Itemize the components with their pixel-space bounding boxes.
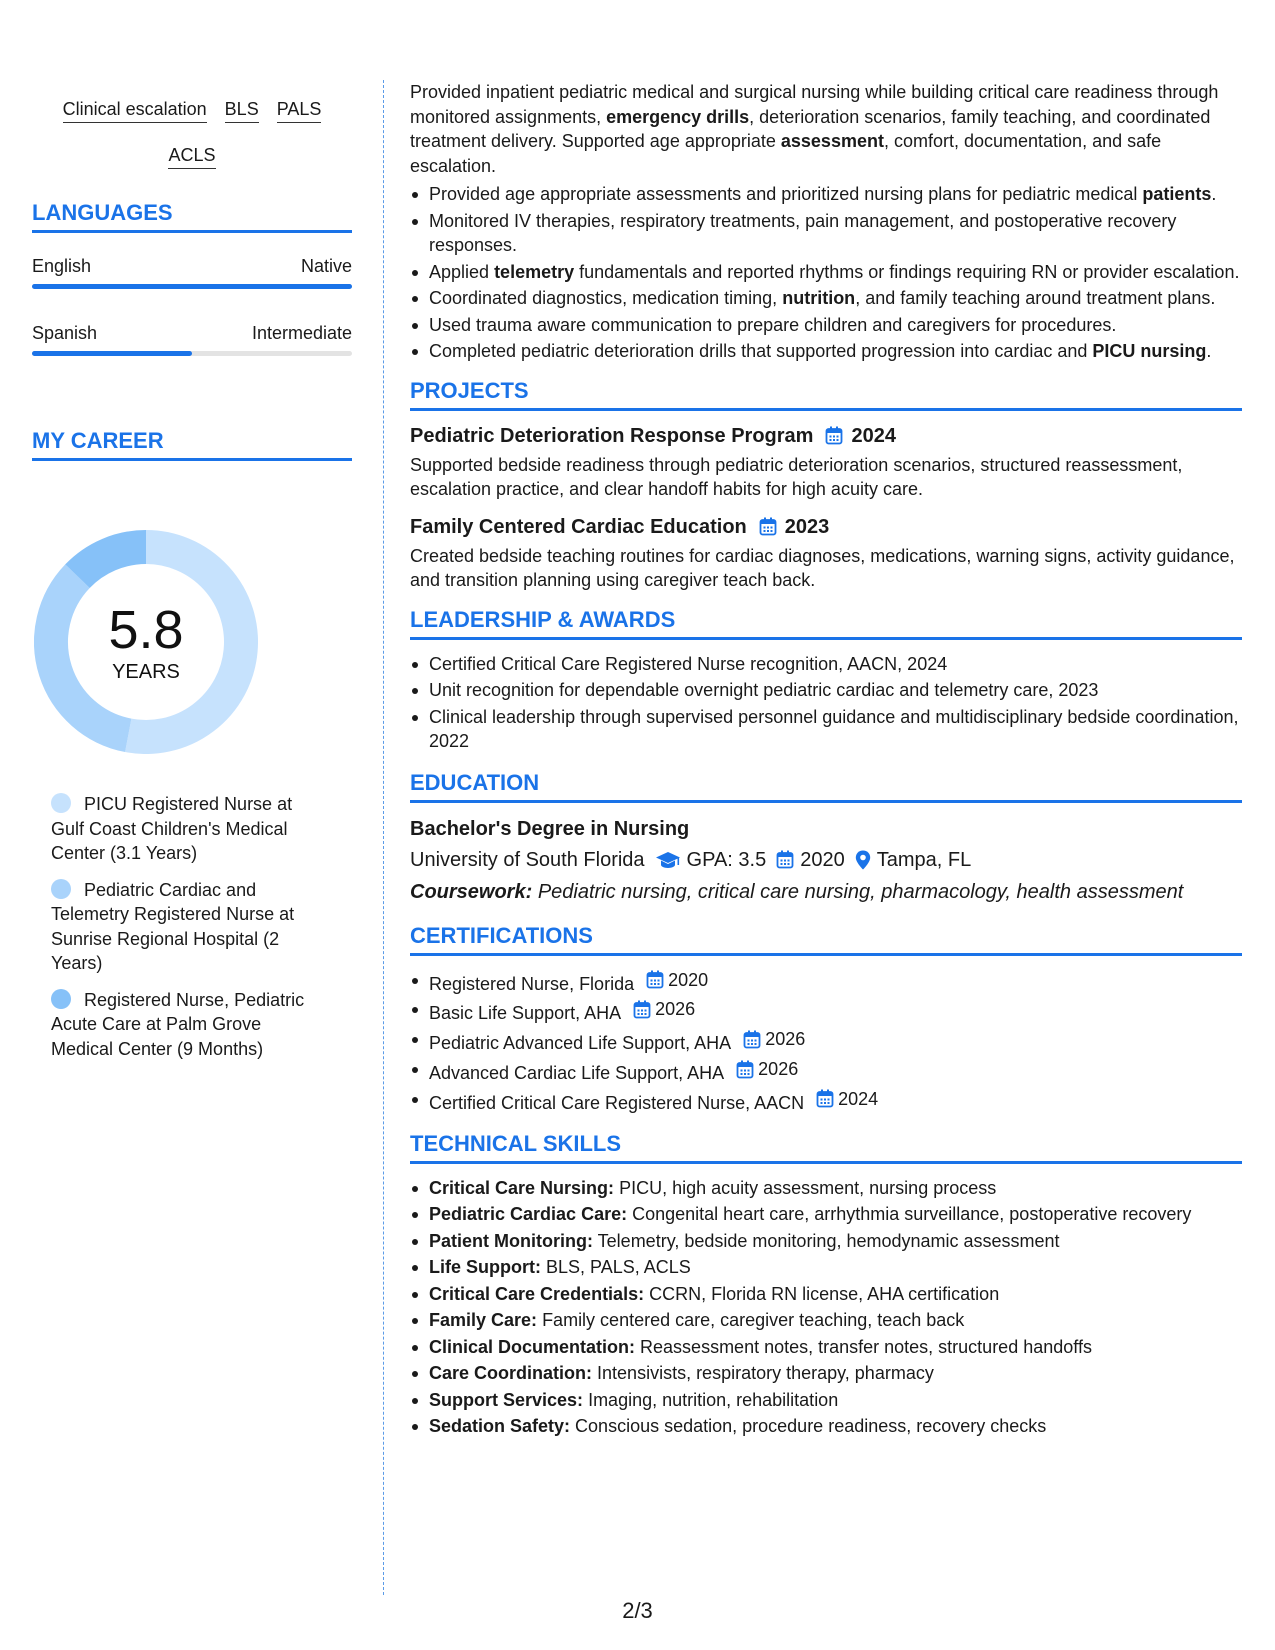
technical-skill-label: Life Support: (429, 1257, 541, 1278)
certification-year: 2024 (838, 1088, 879, 1109)
technical-skill-item (410, 1282, 1242, 1307)
education-heading: EDUCATION (410, 770, 1242, 803)
calendar-icon (825, 426, 843, 445)
experience-bullet: Coordinated diagnostics, medication timing, nutrition, and family teaching around treatment plans. (410, 286, 1242, 311)
language-proficiency-bar (32, 284, 352, 289)
certifications-list (410, 968, 1242, 1115)
skill-tags (32, 88, 352, 180)
technical-skill-label: Support Services: (429, 1389, 584, 1410)
leadership-item: Certified Critical Care Registered Nurse recognition, AACN, 2024 (410, 652, 1242, 677)
technical-skill-text: PICU, high acuity assessment, nursing process (619, 1177, 997, 1198)
bold-keyword: emergency drills (606, 106, 750, 127)
coursework-text: Pediatric nursing, critical care nursing, pharmacology, health assessment (537, 880, 1184, 903)
education-location: Tampa, FL (876, 848, 972, 871)
career-dot (51, 793, 71, 813)
graduation-year: 2020 (800, 848, 845, 871)
project-title-row (410, 514, 1242, 540)
project-item (410, 423, 1242, 502)
project-description: Supported bedside readiness through pediatric deterioration scenarios, structured reassessment, escalation practice, and clear handoff habits for high acuity care. (410, 454, 1183, 499)
technical-skill-label: Care Coordination: (429, 1363, 593, 1384)
page-number: 2/3 (622, 1598, 653, 1623)
certification-name: Certified Critical Care Registered Nurse, AACN (429, 1092, 805, 1113)
technical-skill-text: BLS, PALS, ACLS (546, 1257, 691, 1278)
leadership-list (410, 652, 1242, 754)
technical-skills-heading: TECHNICAL SKILLS (410, 1131, 1242, 1164)
skill-tag: PALS (277, 98, 322, 123)
certification-name: Pediatric Advanced Life Support, AHA (429, 1032, 732, 1053)
career-total (34, 530, 258, 754)
language-proficiency-bar (32, 351, 352, 356)
certification-item (410, 968, 1242, 996)
language-proficiency-fill (32, 284, 352, 289)
career-total-unit: YEARS (112, 660, 180, 683)
project-title: Family Centered Cardiac Education (410, 515, 747, 538)
language-name: English (32, 256, 92, 276)
school-name: University of South Florida (410, 848, 645, 871)
project-title: Pediatric Deterioration Response Program (410, 424, 814, 447)
calendar-icon (759, 517, 777, 536)
technical-skill-item (410, 1361, 1242, 1386)
skill-tag: BLS (225, 98, 259, 123)
certification-year: 2026 (655, 999, 696, 1020)
bold-keyword: patients (1142, 184, 1212, 204)
calendar-icon (776, 850, 794, 869)
project-description: Created bedside teaching routines for cardiac diagnoses, medications, warning signs, activity guidance, and transition planning using caregiver teach back. (410, 545, 1235, 590)
career-item-text: PICU Registered Nurse at Gulf Coast Children's Medical Center (3.1 Years) (51, 794, 293, 863)
technical-skill-text: Intensivists, respiratory therapy, pharmacy (597, 1363, 934, 1384)
language-name: Spanish (32, 323, 98, 343)
certification-name: Advanced Cardiac Life Support, AHA (429, 1062, 725, 1083)
technical-skill-item (410, 1255, 1242, 1280)
certifications-heading: CERTIFICATIONS (410, 923, 1242, 956)
calendar-icon (646, 970, 664, 989)
gpa: GPA: 3.5 (686, 848, 767, 871)
calendar-icon (736, 1060, 754, 1079)
career-item (51, 878, 321, 976)
technical-skill-item (410, 1388, 1242, 1413)
technical-skill-item (410, 1335, 1242, 1360)
calendar-icon (633, 1000, 651, 1019)
coursework (410, 877, 1242, 907)
project-year: 2024 (851, 424, 896, 447)
leadership-item: Clinical leadership through supervised personnel guidance and multidisciplinary bedside coordination, 2022 (410, 705, 1242, 754)
technical-skill-label: Critical Care Credentials: (429, 1283, 645, 1304)
technical-skill-item (410, 1202, 1242, 1227)
experience-bullet: Provided age appropriate assessments and prioritized nursing plans for pediatric medical patients. (410, 182, 1242, 207)
certification-year: 2026 (765, 1029, 806, 1049)
bold-keyword: telemetry (494, 261, 575, 282)
language-level: Native (300, 256, 352, 276)
experience-bullet: Used trauma aware communication to prepare children and caregivers for procedures. (410, 313, 1242, 338)
project-title-row (410, 423, 1242, 449)
location-pin-icon (855, 850, 871, 870)
technical-skill-label: Pediatric Cardiac Care: (429, 1204, 628, 1225)
experience-summary: Provided inpatient pediatric medical and surgical nursing while building critical care readiness through monitored assignments, emergency drills, deterioration scenarios, family teaching, and coordinated treatment delivery. Supported age appropriate assessment, comfort, documentation, and safe escalation. (410, 82, 1219, 176)
technical-skills-list (410, 1176, 1242, 1439)
experience-bullet: Completed pediatric deterioration drills that supported progression into cardiac and PICU nursing. (410, 339, 1242, 364)
right-column (410, 80, 1242, 1439)
career-heading: MY CAREER (32, 428, 352, 461)
technical-skill-item (410, 1308, 1242, 1333)
career-item-text: Pediatric Cardiac and Telemetry Registered Nurse at Sunrise Regional Hospital (2 Years) (51, 879, 295, 973)
technical-skill-text: CCRN, Florida RN license, AHA certification (649, 1283, 1000, 1304)
technical-skill-item (410, 1176, 1242, 1201)
certification-item (410, 1087, 1242, 1115)
technical-skill-text: Telemetry, bedside monitoring, hemodynamic assessment (597, 1230, 1060, 1251)
certification-item (410, 997, 1242, 1025)
project-item (410, 514, 1242, 593)
experience-bullet: Monitored IV therapies, respiratory treatments, pain management, and postoperative recovery responses. (410, 209, 1242, 258)
technical-skill-label: Sedation Safety: (429, 1416, 571, 1437)
technical-skill-label: Critical Care Nursing: (429, 1177, 615, 1198)
career-item (51, 988, 321, 1062)
certification-year: 2026 (758, 1058, 799, 1079)
leadership-heading: LEADERSHIP & AWARDS (410, 607, 1242, 640)
experience-bullet: Applied telemetry fundamentals and reported rhythms or findings requiring RN or provider escalation. (410, 260, 1242, 285)
technical-skill-text: Congenital heart care, arrhythmia surveillance, postoperative recovery (632, 1204, 1192, 1225)
certification-item (410, 1027, 1242, 1055)
column-divider (383, 80, 384, 1595)
career-list (51, 792, 321, 1073)
graduation-cap-icon (655, 850, 681, 870)
career-item (51, 792, 321, 866)
calendar-icon (816, 1089, 834, 1108)
technical-skill-text: Imaging, nutrition, rehabilitation (588, 1389, 839, 1410)
career-dot (51, 879, 71, 899)
certification-year: 2020 (668, 969, 709, 990)
technical-skill-item (410, 1229, 1242, 1254)
language-row (32, 323, 352, 344)
leadership-item: Unit recognition for dependable overnight pediatric cardiac and telemetry care, 2023 (410, 678, 1242, 703)
technical-skill-label: Clinical Documentation: (429, 1336, 636, 1357)
career-dot (51, 989, 71, 1009)
coursework-label: Coursework: (410, 880, 533, 903)
career-total-number: 5.8 (108, 599, 184, 660)
bold-keyword: PICU nursing (1092, 341, 1207, 361)
technical-skill-item (410, 1414, 1242, 1439)
education-details (410, 845, 1242, 875)
bold-keyword: nutrition (782, 288, 856, 308)
language-proficiency-fill (32, 351, 192, 356)
technical-skill-text: Reassessment notes, transfer notes, structured handoffs (640, 1336, 1092, 1357)
experience-bullets (410, 182, 1242, 364)
calendar-icon (743, 1030, 761, 1049)
languages-heading: LANGUAGES (32, 200, 352, 233)
projects-heading: PROJECTS (410, 378, 1242, 411)
certification-name: Registered Nurse, Florida (429, 973, 635, 994)
degree-title: Bachelor's Degree in Nursing (410, 817, 690, 840)
certification-item (410, 1057, 1242, 1085)
technical-skill-text: Family centered care, caregiver teaching, teach back (542, 1310, 965, 1331)
skill-tag: Clinical escalation (63, 98, 207, 123)
project-year: 2023 (784, 515, 830, 538)
technical-skill-label: Patient Monitoring: (429, 1230, 593, 1251)
bold-keyword: assessment (780, 131, 884, 151)
language-row (32, 256, 352, 277)
career-item-text: Registered Nurse, Pediatric Acute Care at Palm Grove Medical Center (9 Months) (51, 989, 305, 1059)
skill-tag: ACLS (168, 144, 215, 169)
technical-skill-label: Family Care: (429, 1310, 538, 1331)
language-level: Intermediate (251, 323, 352, 343)
certification-name: Basic Life Support, AHA (429, 1003, 622, 1023)
technical-skill-text: Conscious sedation, procedure readiness, recovery checks (575, 1416, 1047, 1437)
